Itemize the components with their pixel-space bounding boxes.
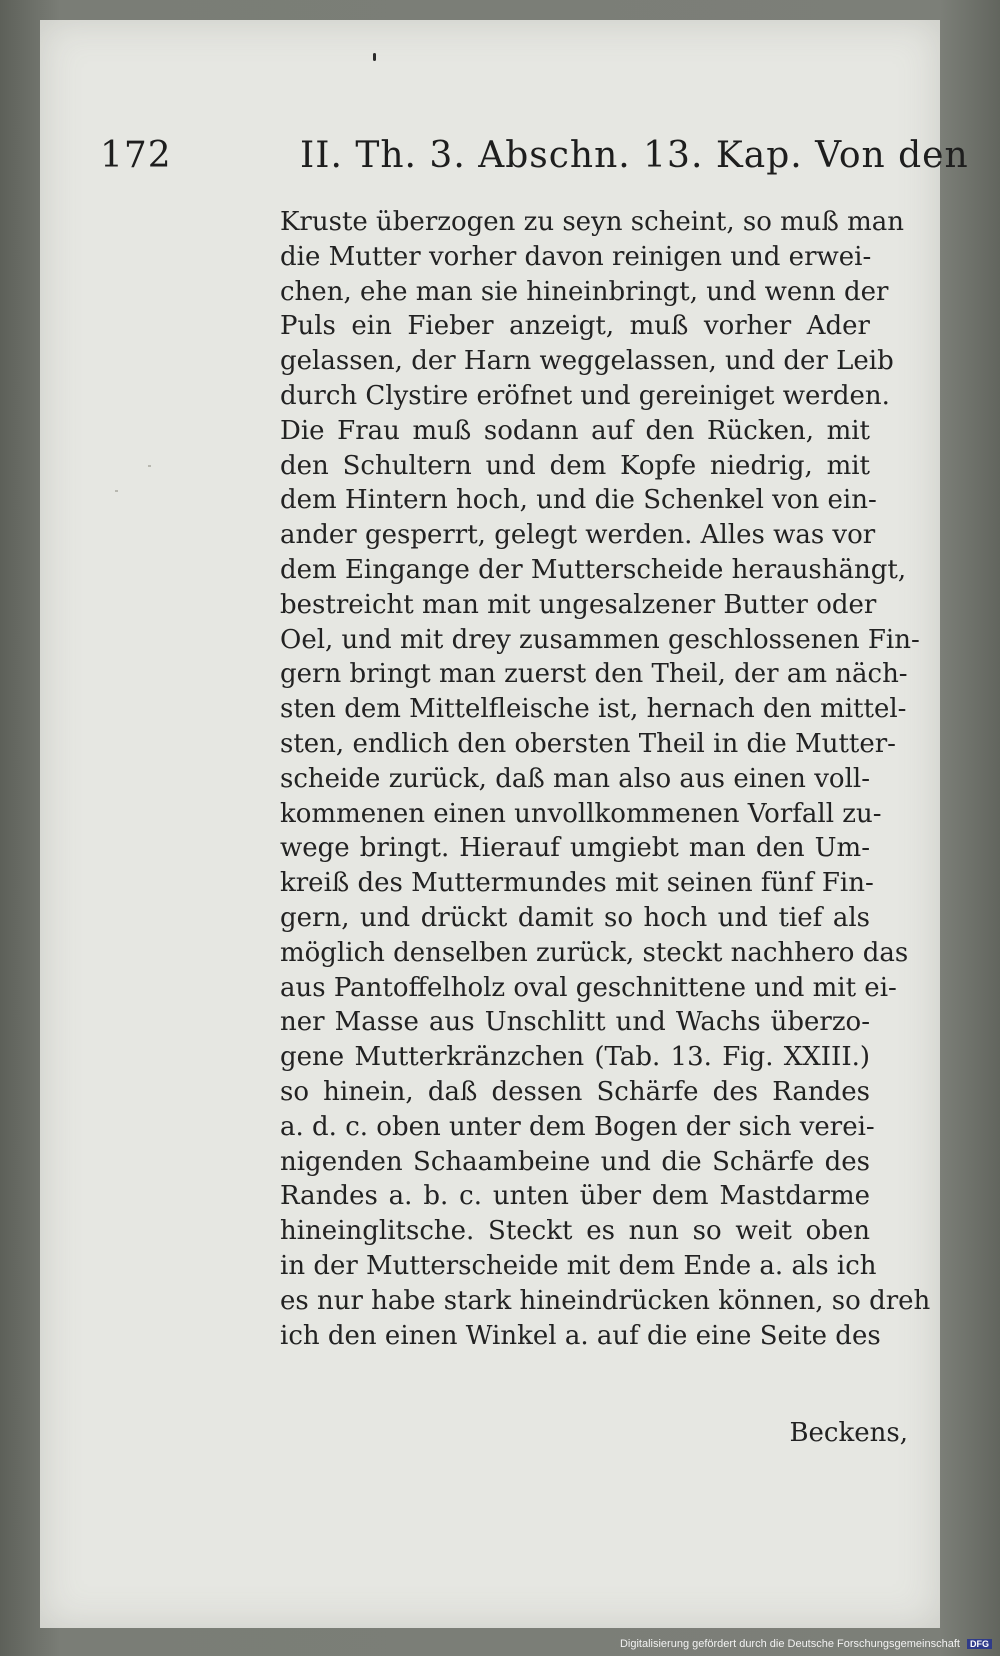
text-line: es nur habe stark hineindrücken können, so dreh bbox=[280, 1285, 931, 1316]
text-line: dem Hintern hoch, und die Schenkel von ein- bbox=[280, 485, 877, 516]
text-line: in der Mutterscheide mit dem Ende a. als ich bbox=[280, 1250, 877, 1281]
dfg-logo: DFG bbox=[967, 1639, 992, 1649]
text-line: wege bringt. Hierauf umgiebt man den Um- bbox=[280, 833, 870, 864]
text-line: möglich denselben zurück, steckt nachhero das bbox=[280, 937, 909, 968]
text-line: dem Eingange der Mutterscheide heraushängt, bbox=[280, 554, 907, 585]
text-line: kommenen einen unvollkommenen Vorfall zu- bbox=[280, 798, 882, 829]
text-line: Oel, und mit drey zusammen geschlossenen Fin- bbox=[280, 624, 920, 655]
text-line: Puls ein Fieber anzeigt, muß vorher Ader bbox=[280, 311, 870, 342]
running-title: II. Th. 3. Abschn. 13. Kap. Von den bbox=[300, 135, 969, 176]
text-line: bestreicht man mit ungesalzener Butter oder bbox=[280, 589, 877, 620]
text-line: den Schultern und dem Kopfe niedrig, mit bbox=[280, 450, 870, 481]
text-line: nigenden Schaambeine und die Schärfe des bbox=[280, 1146, 870, 1177]
paper-speck bbox=[115, 490, 118, 492]
running-head bbox=[100, 135, 969, 195]
digitization-credit bbox=[620, 1638, 992, 1650]
text-line: hineinglitsche. Steckt es nun so weit oben bbox=[280, 1216, 870, 1247]
text-line: Kruste überzogen zu seyn scheint, so muß man bbox=[280, 207, 905, 237]
text-line: gene Mutterkränzchen (Tab. 13. Fig. XXIII.) bbox=[280, 1042, 870, 1073]
text-line: die Mutter vorher davon reinigen und erwei- bbox=[280, 241, 872, 272]
text-line: aus Pantoffelholz oval geschnittene und mit ei- bbox=[280, 972, 897, 1003]
text-line: chen, ehe man sie hineinbringt, und wenn der bbox=[280, 276, 889, 307]
text-line: kreiß des Muttermundes mit seinen fünf Fin- bbox=[280, 868, 874, 899]
text-line: gern bringt man zuerst den Theil, der am näch- bbox=[280, 659, 908, 690]
paper-speck bbox=[148, 465, 151, 467]
text-line: sten, endlich den obersten Theil in die Mutter- bbox=[280, 728, 896, 759]
text-line: Die Frau muß sodann auf den Rücken, mit bbox=[280, 415, 870, 446]
page-number: 172 bbox=[100, 135, 172, 176]
text-line: gern, und drückt damit so hoch und tief als bbox=[280, 902, 870, 933]
text-line: ich den einen Winkel a. auf die eine Seite des bbox=[280, 1320, 881, 1351]
credit-text: Digitalisierung gefördert durch die Deutsche Forschungsgemeinschaft bbox=[619, 1638, 960, 1650]
text-line: ner Masse aus Unschlitt und Wachs überzo- bbox=[280, 1007, 870, 1038]
text-line: ander gesperrt, gelegt werden. Alles was vor bbox=[280, 520, 876, 551]
text-line: so hinein, daß dessen Schärfe des Randes bbox=[280, 1076, 870, 1107]
text-line: gelassen, der Harn weggelassen, und der Leib bbox=[280, 346, 894, 377]
catchword: Beckens, bbox=[789, 1418, 908, 1448]
body-text bbox=[280, 205, 931, 1353]
ink-mark bbox=[373, 53, 376, 61]
text-line: Randes a. b. c. unten über dem Mastdarme bbox=[280, 1181, 870, 1212]
text-line: scheide zurück, daß man also aus einen voll- bbox=[280, 763, 870, 794]
text-line: durch Clystire eröfnet und gereiniget werden. bbox=[280, 380, 890, 411]
text-line: a. d. c. oben unter dem Bogen der sich verei- bbox=[280, 1111, 875, 1142]
text-line: sten dem Mittelfleische ist, hernach den mittel- bbox=[280, 694, 907, 725]
